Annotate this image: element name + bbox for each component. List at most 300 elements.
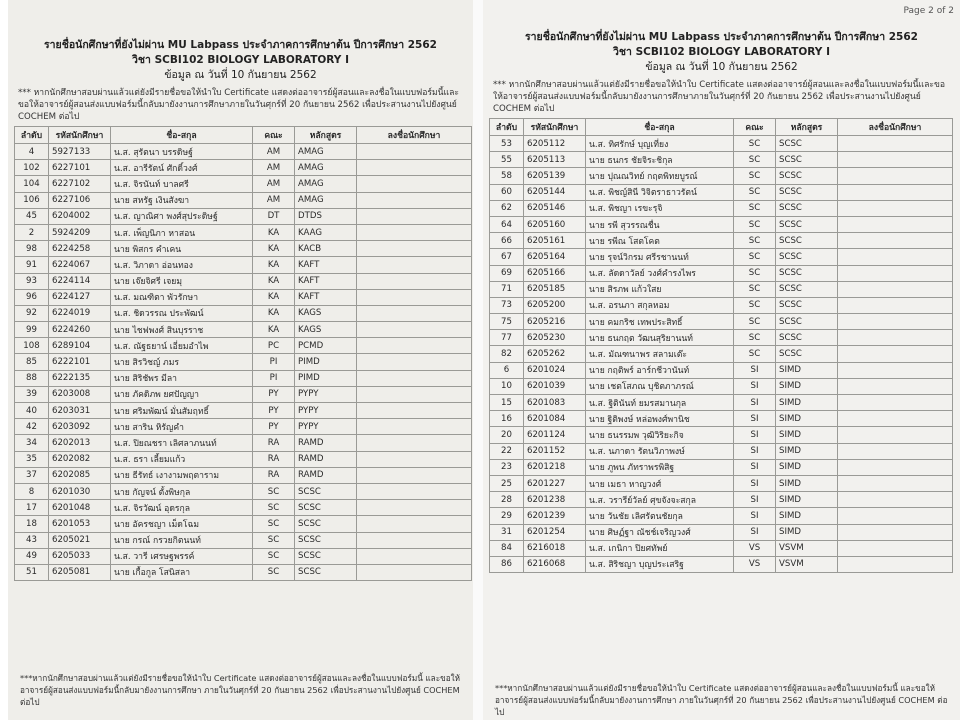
cell-student-id: 6205166: [524, 265, 586, 281]
cell-program: VSVM: [776, 556, 838, 572]
cell-student-signature[interactable]: [838, 330, 953, 346]
cell-student-signature[interactable]: [838, 443, 953, 459]
cell-student-name: นาย คมกริช เทพประสิทธิ์: [586, 314, 734, 330]
cell-program: SIMD: [776, 524, 838, 540]
cell-student-signature[interactable]: [838, 362, 953, 378]
cell-student-name: นาย ภูพน ภัทราพรพิสิฐ: [586, 459, 734, 475]
column-header-student-signature: ลงชื่อนักศึกษา: [838, 119, 953, 136]
cell-program: SIMD: [776, 378, 838, 394]
table-row: [15, 370, 472, 386]
table-row: [15, 516, 472, 532]
table-row: [490, 427, 953, 443]
table-row: [490, 475, 953, 491]
cell-program: SCSC: [295, 516, 357, 532]
instruction-note: *** หากนักศึกษาสอบผ่านแล้วแต่ยังมีรายชื่อขอให้นำใบ Certificate แสดงต่ออาจารย์ผู้สอนและลงชื่อในแบบฟอร์มนี้และขอให้อาจารย์ผู้สอนส่งแบบฟอร์มนี้กลับมายังงานการศึกษาภายในวันศุกร์ที่ 20 กันยายน 2562 เพื่อประสานงานไปยังศูนย์ COCHEM ต่อไป: [493, 80, 945, 114]
cell-student-id: 6205021: [49, 532, 111, 548]
cell-student-id: 6222101: [49, 354, 111, 370]
cell-faculty: PI: [253, 354, 295, 370]
cell-program: SIMD: [776, 508, 838, 524]
cell-student-name: น.ส. นภาดา รัตนวิภาพงษ์: [586, 443, 734, 459]
cell-student-name: นาย ธีรัทธ์ เงางามพฤตาราม: [111, 467, 253, 483]
cell-program: SIMD: [776, 443, 838, 459]
cell-faculty: SC: [734, 330, 776, 346]
table-row: [490, 184, 953, 200]
cell-student-name: น.ส. วรารีย์วัลย์ ศุขจังจะสกุล: [586, 492, 734, 508]
course-title: วิชา SCBI102 BIOLOGY LABORATORY I: [132, 54, 349, 66]
page-gap: [473, 0, 483, 720]
cell-student-id: 6205144: [524, 184, 586, 200]
cell-student-name: น.ส. พิชญา เรขะรุจิ: [586, 200, 734, 216]
cell-program: SCSC: [776, 297, 838, 313]
cell-student-name: น.ส. ลัดดาวัลย์ วงศ์คำรงไพร: [586, 265, 734, 281]
cell-student-name: นาย สาริน หิรัญคำ: [111, 419, 253, 435]
cell-faculty: VS: [734, 540, 776, 556]
cell-student-id: 6205216: [524, 314, 586, 330]
cell-student-id: 6201218: [524, 459, 586, 475]
cell-student-signature[interactable]: [838, 540, 953, 556]
table-row: [490, 395, 953, 411]
cell-student-signature[interactable]: [838, 508, 953, 524]
cell-student-id: 6201239: [524, 508, 586, 524]
cell-student-signature[interactable]: [838, 136, 953, 152]
cell-faculty: SI: [734, 443, 776, 459]
cell-program: SIMD: [776, 475, 838, 491]
cell-student-id: 6201152: [524, 443, 586, 459]
cell-student-name: นาย กรณ์ กรวยกิตนนท์: [111, 532, 253, 548]
column-header-student-id: รหัสนักศึกษา: [524, 119, 586, 136]
cell-faculty: SI: [734, 362, 776, 378]
cell-program: SCSC: [776, 265, 838, 281]
cell-row-number: 64: [490, 216, 524, 232]
cell-student-name: น.ส. เพ็ญนิภา หาสอน: [111, 224, 253, 240]
cell-program: PIMD: [295, 370, 357, 386]
cell-student-name: นาย วันชัย เลิศรัตนชัยกุล: [586, 508, 734, 524]
cell-student-signature[interactable]: [838, 459, 953, 475]
cell-student-signature[interactable]: [357, 224, 472, 240]
cell-student-id: 6205033: [49, 548, 111, 564]
cell-program: SCSC: [776, 216, 838, 232]
cell-row-number: 51: [15, 564, 49, 580]
cell-faculty: SI: [734, 492, 776, 508]
table-row: [15, 403, 472, 419]
cell-faculty: PY: [253, 419, 295, 435]
cell-faculty: SC: [734, 200, 776, 216]
cell-program: SIMD: [776, 362, 838, 378]
cell-student-name: นาย พิสกร คำเคน: [111, 241, 253, 257]
table-row: [15, 338, 472, 354]
document-page-2: [483, 0, 960, 720]
cell-student-id: 6201254: [524, 524, 586, 540]
cell-student-signature[interactable]: [357, 548, 472, 564]
cell-program: SCSC: [776, 152, 838, 168]
cell-student-name: น.ส. ปิยณชรา เลิศลาภนนท์: [111, 435, 253, 451]
cell-student-signature[interactable]: [357, 273, 472, 289]
cell-student-signature[interactable]: [357, 338, 472, 354]
cell-row-number: 10: [490, 378, 524, 394]
course-title: วิชา SCBI102 BIOLOGY LABORATORY I: [613, 46, 830, 58]
cell-student-signature[interactable]: [357, 144, 472, 160]
cell-faculty: SI: [734, 411, 776, 427]
cell-student-signature[interactable]: [838, 281, 953, 297]
cell-student-name: น.ส. จิรวัฒน์ อุดรกุล: [111, 500, 253, 516]
cell-faculty: AM: [253, 160, 295, 176]
cell-student-name: นาย ฐิติพงษ์ หล่อพงศ์พานิช: [586, 411, 734, 427]
table-header-row: [15, 127, 472, 144]
cell-student-id: 6224114: [49, 273, 111, 289]
cell-student-signature[interactable]: [838, 492, 953, 508]
cell-student-name: น.ส. มณฑิตา พัวรักษา: [111, 289, 253, 305]
cell-student-name: น.ส. ธรา เลี้ยมแก้ว: [111, 451, 253, 467]
table-row: [15, 419, 472, 435]
cell-student-name: น.ส. อารีรัตน์ ศักดิ์วงศ์: [111, 160, 253, 176]
cell-row-number: 96: [15, 289, 49, 305]
cell-row-number: 22: [490, 443, 524, 459]
cell-program: SCSC: [776, 184, 838, 200]
cell-student-signature[interactable]: [838, 524, 953, 540]
cell-row-number: 77: [490, 330, 524, 346]
student-table: [14, 126, 472, 581]
page-header: [8, 38, 473, 83]
cell-faculty: SC: [734, 233, 776, 249]
cell-student-name: นาย ศริมพัฒน์ มั่นสัมฤทธิ์: [111, 403, 253, 419]
cell-program: SCSC: [776, 281, 838, 297]
cell-student-signature[interactable]: [357, 354, 472, 370]
cell-program: SCSC: [776, 168, 838, 184]
column-header-student-name: ชื่อ-สกุล: [586, 119, 734, 136]
table-row: [490, 297, 953, 313]
cell-student-name: นาย อัครชญา เม็ดโฉม: [111, 516, 253, 532]
cell-program: SCSC: [776, 314, 838, 330]
cell-student-id: 6201124: [524, 427, 586, 443]
cell-row-number: 102: [15, 160, 49, 176]
cell-student-name: น.ส. วิภาดา อ่อนทอง: [111, 257, 253, 273]
cell-faculty: KA: [253, 257, 295, 273]
cell-row-number: 34: [15, 435, 49, 451]
column-header-faculty: คณะ: [734, 119, 776, 136]
cell-faculty: SI: [734, 524, 776, 540]
table-row: [15, 257, 472, 273]
table-row: [15, 467, 472, 483]
cell-student-signature[interactable]: [838, 378, 953, 394]
cell-program: DTDS: [295, 208, 357, 224]
cell-row-number: 92: [15, 305, 49, 321]
cell-program: KAFT: [295, 257, 357, 273]
cell-student-signature[interactable]: [838, 346, 953, 362]
cell-program: AMAG: [295, 176, 357, 192]
cell-student-name: นาย ศิษฏ์ฐา ณัชช์เจริญวงศ์: [586, 524, 734, 540]
cell-faculty: SC: [253, 564, 295, 580]
cell-student-signature[interactable]: [838, 314, 953, 330]
cell-faculty: PI: [253, 370, 295, 386]
cell-student-signature[interactable]: [357, 403, 472, 419]
cell-program: KAAG: [295, 224, 357, 240]
cell-student-signature[interactable]: [838, 200, 953, 216]
cell-row-number: 75: [490, 314, 524, 330]
document-page-1: [8, 0, 473, 720]
cell-faculty: SC: [734, 216, 776, 232]
cell-student-name: นาย สิรภพ แก้วใสย: [586, 281, 734, 297]
cell-student-signature[interactable]: [357, 192, 472, 208]
cell-student-id: 6216018: [524, 540, 586, 556]
cell-row-number: 17: [15, 500, 49, 516]
cell-row-number: 62: [490, 200, 524, 216]
table-row: [15, 273, 472, 289]
cell-student-signature[interactable]: [357, 532, 472, 548]
cell-row-number: 35: [15, 451, 49, 467]
cell-student-name: น.ส. ฐิตินันท์ ยมรสมานกุล: [586, 395, 734, 411]
table-row: [15, 483, 472, 499]
column-header-student-name: ชื่อ-สกุล: [111, 127, 253, 144]
cell-faculty: PC: [253, 338, 295, 354]
cell-student-name: นาย กฤติพร์ อาร์กชีวานันท์: [586, 362, 734, 378]
cell-student-id: 5927133: [49, 144, 111, 160]
cell-row-number: 6: [490, 362, 524, 378]
cell-student-signature[interactable]: [357, 370, 472, 386]
table-row: [490, 152, 953, 168]
cell-student-name: นาย รุจน์วิกรม ศรีรชานนท์: [586, 249, 734, 265]
cell-faculty: KA: [253, 305, 295, 321]
cell-program: AMAG: [295, 144, 357, 160]
cell-program: SIMD: [776, 459, 838, 475]
table-row: [490, 459, 953, 475]
cell-program: PCMD: [295, 338, 357, 354]
cell-program: SIMD: [776, 427, 838, 443]
cell-program: SCSC: [295, 564, 357, 580]
cell-row-number: 15: [490, 395, 524, 411]
cell-student-signature[interactable]: [838, 265, 953, 281]
table-row: [490, 524, 953, 540]
cell-student-id: 6203092: [49, 419, 111, 435]
table-row: [490, 362, 953, 378]
cell-student-id: 6202082: [49, 451, 111, 467]
table-row: [490, 411, 953, 427]
cell-faculty: SC: [734, 281, 776, 297]
cell-student-signature[interactable]: [838, 556, 953, 572]
cell-row-number: 37: [15, 467, 49, 483]
cell-student-signature[interactable]: [357, 419, 472, 435]
table-row: [15, 241, 472, 257]
cell-program: RAMD: [295, 451, 357, 467]
cell-program: PYPY: [295, 419, 357, 435]
cell-student-signature[interactable]: [838, 168, 953, 184]
cell-faculty: SC: [253, 516, 295, 532]
column-header-program: หลักสูตร: [776, 119, 838, 136]
cell-student-signature[interactable]: [357, 241, 472, 257]
cell-faculty: SI: [734, 475, 776, 491]
cell-student-name: นาย กัญจน์ ตั้งพิษกุล: [111, 483, 253, 499]
cell-faculty: DT: [253, 208, 295, 224]
cell-student-id: 6201084: [524, 411, 586, 427]
cell-program: KAGS: [295, 322, 357, 338]
cell-student-signature[interactable]: [838, 184, 953, 200]
cell-student-id: 6227106: [49, 192, 111, 208]
cell-faculty: KA: [253, 289, 295, 305]
report-title: รายชื่อนักศึกษาที่ยังไม่ผ่าน MU Labpass ประจำภาคการศึกษาต้น ปีการศึกษา 2562: [525, 31, 918, 43]
cell-row-number: 53: [490, 136, 524, 152]
data-date: ข้อมูล ณ วันที่ 10 กันยายน 2562: [645, 61, 798, 73]
table-row: [15, 500, 472, 516]
cell-student-signature[interactable]: [838, 297, 953, 313]
page-number: Page 2 of 2: [903, 6, 954, 16]
cell-faculty: SI: [734, 508, 776, 524]
cell-faculty: RA: [253, 435, 295, 451]
cell-student-id: 6202085: [49, 467, 111, 483]
cell-student-name: นาย เมธา หาญวงศ์: [586, 475, 734, 491]
table-row: [490, 540, 953, 556]
cell-student-id: 6201053: [49, 516, 111, 532]
table-body: [15, 144, 472, 581]
cell-student-id: 6205112: [524, 136, 586, 152]
cell-student-name: นาย สิริชัพร มีลา: [111, 370, 253, 386]
cell-program: RAMD: [295, 467, 357, 483]
report-title: รายชื่อนักศึกษาที่ยังไม่ผ่าน MU Labpass ประจำภาคการศึกษาต้น ปีการศึกษา 2562: [44, 39, 437, 51]
cell-faculty: AM: [253, 192, 295, 208]
cell-row-number: 69: [490, 265, 524, 281]
table-row: [490, 249, 953, 265]
cell-faculty: SC: [734, 249, 776, 265]
cell-student-signature[interactable]: [838, 427, 953, 443]
table-row: [490, 443, 953, 459]
cell-row-number: 55: [490, 152, 524, 168]
cell-student-signature[interactable]: [838, 152, 953, 168]
cell-row-number: 99: [15, 322, 49, 338]
cell-student-signature[interactable]: [357, 257, 472, 273]
cell-student-id: 6205164: [524, 249, 586, 265]
cell-row-number: 106: [15, 192, 49, 208]
cell-student-id: 5924209: [49, 224, 111, 240]
table-row: [15, 305, 472, 321]
cell-student-name: นาย ธนกร ชัยจิระชิกุล: [586, 152, 734, 168]
cell-student-signature[interactable]: [357, 289, 472, 305]
student-table: [489, 118, 953, 573]
cell-program: SIMD: [776, 395, 838, 411]
table-row: [490, 330, 953, 346]
cell-student-id: 6224258: [49, 241, 111, 257]
cell-student-signature[interactable]: [838, 395, 953, 411]
cell-student-signature[interactable]: [357, 386, 472, 402]
cell-program: PIMD: [295, 354, 357, 370]
cell-faculty: SC: [253, 500, 295, 516]
table-row: [490, 378, 953, 394]
cell-student-name: น.ส. วารี เศรษฐพรรค์: [111, 548, 253, 564]
cell-program: RAMD: [295, 435, 357, 451]
cell-student-id: 6202013: [49, 435, 111, 451]
cell-student-signature[interactable]: [357, 176, 472, 192]
cell-program: SIMD: [776, 492, 838, 508]
cell-faculty: KA: [253, 322, 295, 338]
cell-faculty: SI: [734, 378, 776, 394]
cell-student-id: 6205262: [524, 346, 586, 362]
cell-row-number: 60: [490, 184, 524, 200]
cell-student-name: น.ส. ณัฐธยาน์ เอี่ยมอำไพ: [111, 338, 253, 354]
cell-row-number: 2: [15, 224, 49, 240]
table-row: [15, 532, 472, 548]
cell-row-number: 98: [15, 241, 49, 257]
cell-student-name: นาย ธนรรมพ วุฒิวิริยะกิจ: [586, 427, 734, 443]
table-row: [490, 200, 953, 216]
cell-student-name: น.ส. จิรนันท์ บาลศรี: [111, 176, 253, 192]
cell-row-number: 84: [490, 540, 524, 556]
cell-student-signature[interactable]: [838, 411, 953, 427]
cell-student-signature[interactable]: [838, 216, 953, 232]
cell-program: AMAG: [295, 160, 357, 176]
cell-student-signature[interactable]: [357, 467, 472, 483]
cell-student-id: 6224067: [49, 257, 111, 273]
cell-student-signature[interactable]: [357, 483, 472, 499]
cell-student-signature[interactable]: [357, 305, 472, 321]
cell-student-id: 6201227: [524, 475, 586, 491]
cell-student-name: น.ส. สิริชญา บุญประเสริฐ: [586, 556, 734, 572]
cell-row-number: 88: [15, 370, 49, 386]
cell-student-id: 6227101: [49, 160, 111, 176]
table-row: [490, 281, 953, 297]
cell-student-signature[interactable]: [838, 249, 953, 265]
table-row: [15, 224, 472, 240]
cell-student-id: 6205081: [49, 564, 111, 580]
cell-program: SIMD: [776, 411, 838, 427]
cell-student-id: 6203031: [49, 403, 111, 419]
cell-student-id: 6289104: [49, 338, 111, 354]
cell-student-name: น.ส. สุรัตนา บรรดิษฐ์: [111, 144, 253, 160]
cell-student-signature[interactable]: [357, 500, 472, 516]
cell-faculty: VS: [734, 556, 776, 572]
table-header-row: [490, 119, 953, 136]
cell-student-signature[interactable]: [357, 208, 472, 224]
cell-program: PYPY: [295, 403, 357, 419]
column-header-faculty: คณะ: [253, 127, 295, 144]
cell-student-name: นาย ภัคดิภพ ยศปัญญา: [111, 386, 253, 402]
cell-student-signature[interactable]: [357, 564, 472, 580]
cell-student-signature[interactable]: [357, 322, 472, 338]
cell-student-signature[interactable]: [357, 435, 472, 451]
column-header-row-number: ลำดับ: [15, 127, 49, 144]
cell-student-signature[interactable]: [838, 475, 953, 491]
cell-faculty: AM: [253, 144, 295, 160]
cell-row-number: 66: [490, 233, 524, 249]
cell-student-name: นาย ธนกฤต วัฒนสุริยานนท์: [586, 330, 734, 346]
cell-faculty: SI: [734, 395, 776, 411]
cell-row-number: 45: [15, 208, 49, 224]
cell-student-id: 6204002: [49, 208, 111, 224]
cell-faculty: SC: [734, 136, 776, 152]
cell-faculty: PY: [253, 403, 295, 419]
cell-row-number: 8: [15, 483, 49, 499]
table-row: [490, 508, 953, 524]
cell-student-signature[interactable]: [357, 451, 472, 467]
table-row: [490, 136, 953, 152]
cell-student-name: น.ส. ญาณิศา พงศ์สุประดิษฐ์: [111, 208, 253, 224]
cell-program: PYPY: [295, 386, 357, 402]
table-row: [15, 386, 472, 402]
cell-row-number: 108: [15, 338, 49, 354]
cell-faculty: SI: [734, 427, 776, 443]
cell-student-signature[interactable]: [838, 233, 953, 249]
cell-student-name: นาย ปุณณวิทย์ กฤตพิทยบูรณ์: [586, 168, 734, 184]
cell-student-name: นาย เชตโสภณ บุชิตภาภรณ์: [586, 378, 734, 394]
cell-student-signature[interactable]: [357, 516, 472, 532]
cell-student-id: 6201238: [524, 492, 586, 508]
cell-student-id: 6201039: [524, 378, 586, 394]
cell-student-id: 6224127: [49, 289, 111, 305]
cell-row-number: 29: [490, 508, 524, 524]
cell-student-signature[interactable]: [357, 160, 472, 176]
page-footer-note: ***หากนักศึกษาสอบผ่านแล้วแต่ยังมีรายชื่อขอให้นำใบ Certificate แสดงต่ออาจารย์ผู้สอนและลงชื่อในแบบฟอร์มนี้ และขอให้อาจารย์ผู้สอนส่งแบบฟอร์มนี้กลับมายังงานการศึกษา ภายในวันศุกร์ที่ 20 กันยายน 2562 เพื่อประสานงานไปยังศูนย์ COCHEM ต่อไป: [495, 683, 948, 717]
table-row: [490, 168, 953, 184]
cell-row-number: 85: [15, 354, 49, 370]
cell-program: SCSC: [776, 136, 838, 152]
cell-student-id: 6224019: [49, 305, 111, 321]
table-row: [15, 144, 472, 160]
